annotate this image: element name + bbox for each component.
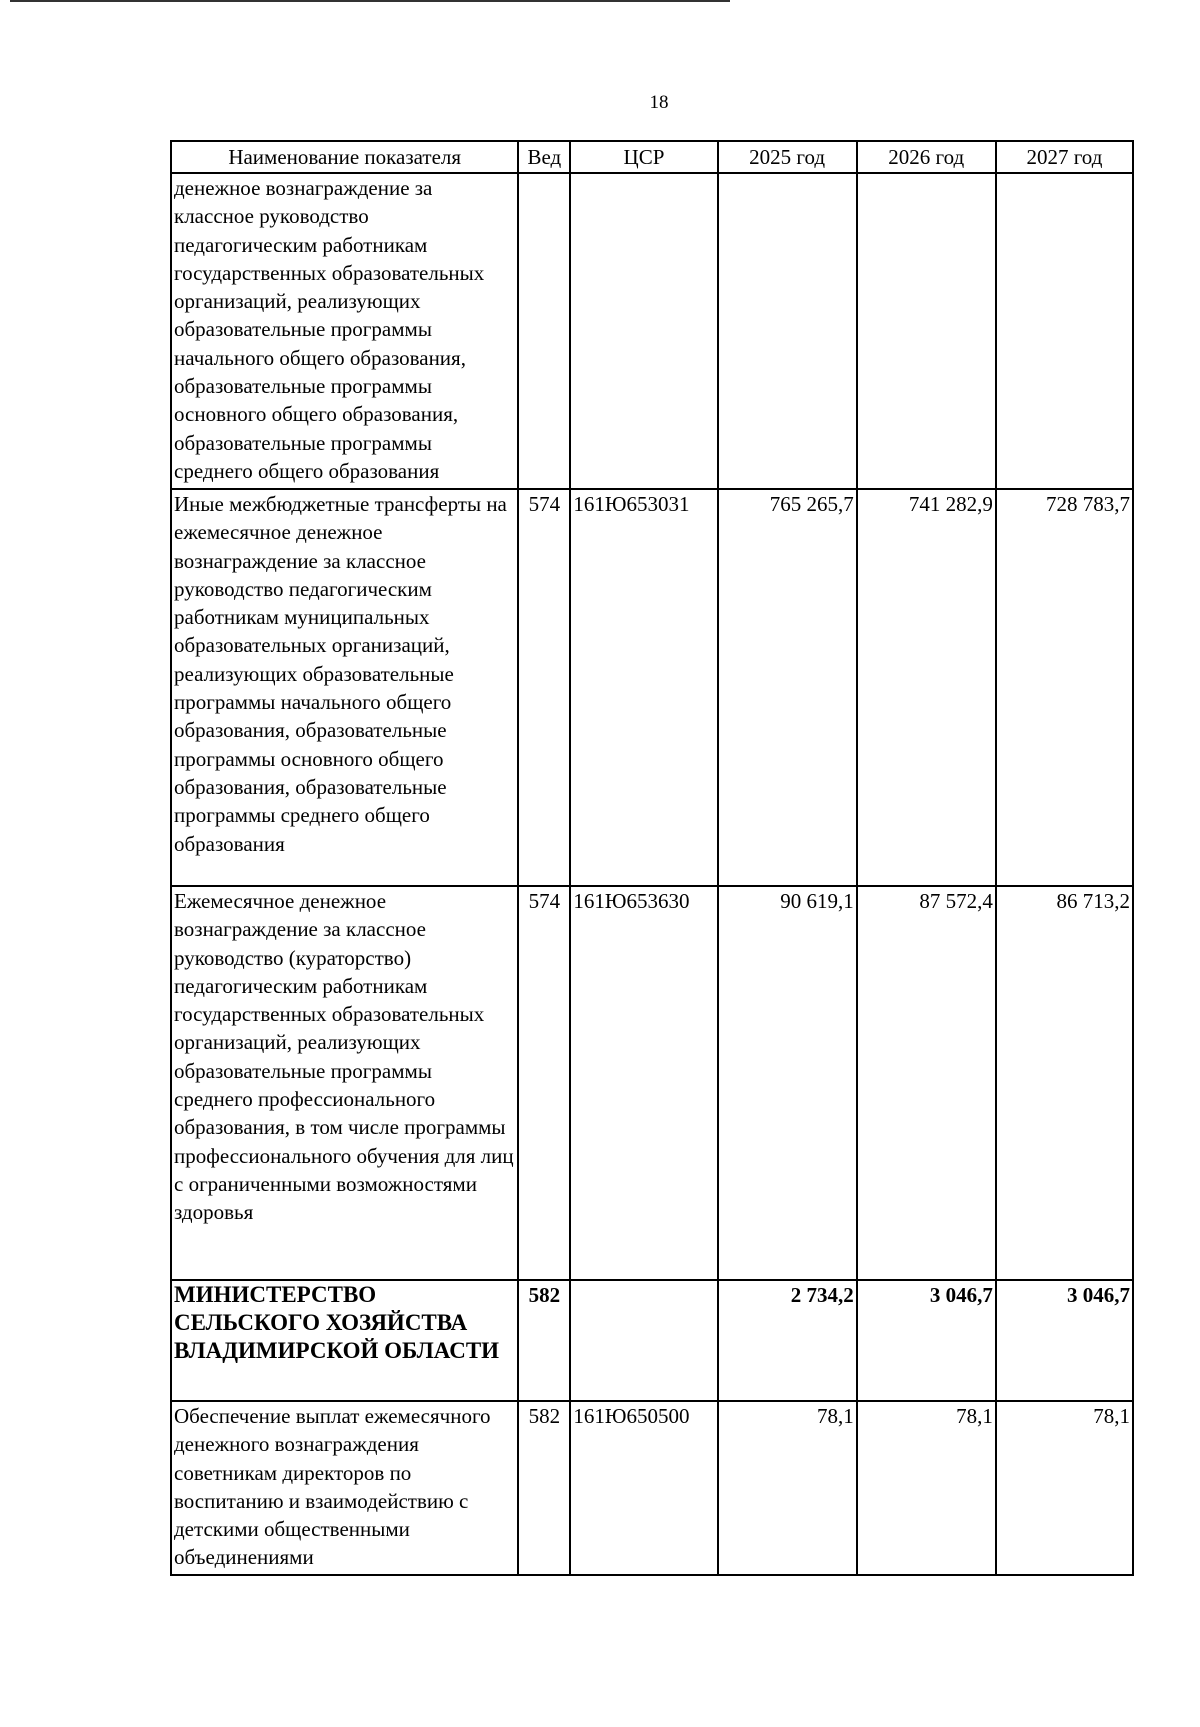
table-header-row — [171, 141, 1133, 173]
row-csr — [570, 173, 717, 489]
row-name: денежное вознаграждение за классное руководство педагогическим работникам государственных образовательных организаций, реализующих образовательные программы начального общего образования, образовательные программы основного общего образования, образовательные программы среднего общего образования — [171, 173, 518, 489]
header-name: Наименование показателя — [171, 141, 518, 173]
row-ved: 574 — [518, 489, 570, 886]
row-name: МИНИСТЕРСТВО СЕЛЬСКОГО ХОЗЯЙСТВА ВЛАДИМИРСКОЙ ОБЛАСТИ — [171, 1280, 518, 1401]
row-csr: 161Ю650500 — [570, 1401, 717, 1575]
row-csr: 161Ю653031 — [570, 489, 717, 886]
budget-table — [170, 140, 1134, 1576]
row-name: Обеспечение выплат ежемесячного денежного вознаграждения советникам директоров по воспитанию и взаимодействию с детскими общественными объединениями — [171, 1401, 518, 1575]
row-2026: 87 572,4 — [857, 886, 996, 1280]
row-2026: 741 282,9 — [857, 489, 996, 886]
row-2025 — [718, 173, 857, 489]
row-2027 — [996, 173, 1133, 489]
row-2025: 78,1 — [718, 1401, 857, 1575]
header-ved: Вед — [518, 141, 570, 173]
table-row — [171, 489, 1133, 886]
row-csr — [570, 1280, 717, 1401]
row-ved: 582 — [518, 1401, 570, 1575]
table-row — [171, 173, 1133, 489]
table-row-ministry — [171, 1280, 1133, 1401]
header-2026: 2026 год — [857, 141, 996, 173]
row-2026: 78,1 — [857, 1401, 996, 1575]
page-number: 18 — [649, 92, 669, 113]
row-2027: 86 713,2 — [996, 886, 1133, 1280]
row-2026 — [857, 173, 996, 489]
row-ved: 574 — [518, 886, 570, 1280]
row-2027: 728 783,7 — [996, 489, 1133, 886]
row-2025: 2 734,2 — [718, 1280, 857, 1401]
row-2025: 90 619,1 — [718, 886, 857, 1280]
header-2027: 2027 год — [996, 141, 1133, 173]
row-csr: 161Ю653630 — [570, 886, 717, 1280]
row-2027: 78,1 — [996, 1401, 1133, 1575]
row-name: Иные межбюджетные трансферты на ежемесячное денежное вознаграждение за классное руководство педагогическим работникам муниципальных образовательных организаций, реализующих образовательные программы начального общего образования, образовательные программы основного общего образования, образовательные программы среднего общего образования — [171, 489, 518, 886]
row-2025: 765 265,7 — [718, 489, 857, 886]
header-csr: ЦСР — [570, 141, 717, 173]
row-2026: 3 046,7 — [857, 1280, 996, 1401]
table-row — [171, 886, 1133, 1280]
header-2025: 2025 год — [718, 141, 857, 173]
row-2027: 3 046,7 — [996, 1280, 1133, 1401]
row-ved: 582 — [518, 1280, 570, 1401]
row-name: Ежемесячное денежное вознаграждение за классное руководство (кураторство) педагогическим работникам государственных образовательных организаций, реализующих образовательные программы среднего профессионального образования, в том числе программы профессионального обучения для лиц с ограниченными возможностями здоровья — [171, 886, 518, 1280]
scan-edge-line — [10, 0, 730, 2]
table-row — [171, 1401, 1133, 1575]
row-ved — [518, 173, 570, 489]
